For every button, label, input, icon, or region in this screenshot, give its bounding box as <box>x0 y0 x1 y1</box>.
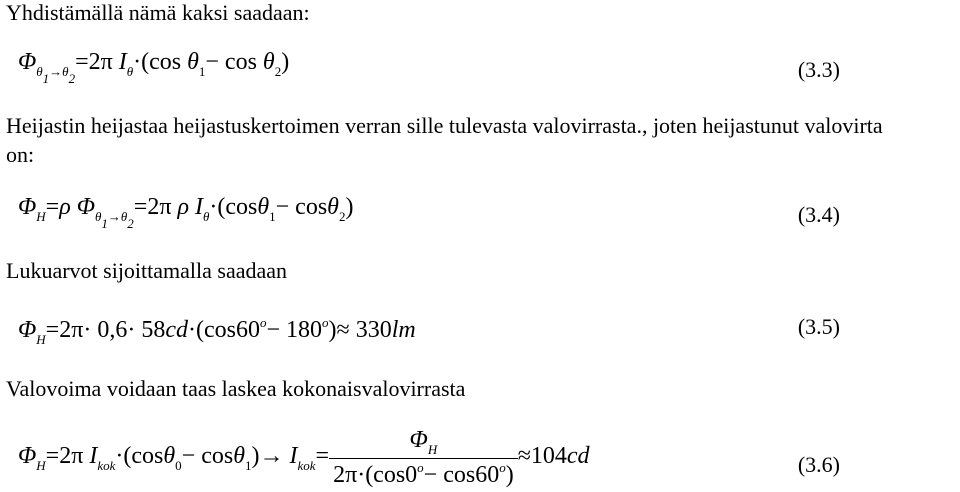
equation-number-3-5: (3.5) <box>797 314 840 339</box>
equation-3-6: $\Phi_H=2\pi$ $I_{kok}\cdot(\cos\theta_0- \cos\theta_1)\to I_{kok}=$ $\frac{\Phi_H}{2\pi\cdot(\cos 0^o- \cos 60^o)}$ ≈104cd <box>18 427 590 488</box>
equation-3-3: $\Phi_{\theta_1\to\theta_2}=2\pi$ $I_\theta\cdot(\cos$ $\theta_1- \cos \theta_2$) <box>18 49 290 86</box>
intro-text: Yhdistämällä nämä kaksi saadaan: <box>6 0 310 25</box>
equation-3-4: $\Phi_H=\rho$ $\Phi_{\theta_1\to\theta_2}=2\pi$ ρ $I_\theta\cdot(\cos\theta_1- \cos\theta_2)$ <box>18 194 354 231</box>
paragraph-reflector-line1: Heijastin heijastaa heijastuskertoimen verran sille tulevasta valovirrasta., joten heijastunut valovirta <box>6 113 883 138</box>
equation-number-3-3: (3.3) <box>797 57 840 82</box>
equation-3-5: $\Phi_H=2\pi\cdot 0,6\cdot 58cd\cdot(\cos 60^o- 180^o)\approx 330lm$ <box>18 315 416 347</box>
paragraph-luminous-intensity-text: Valovoima voidaan taas laskea kokonaisvalovirrasta <box>6 376 466 401</box>
equation-number-3-4: (3.4) <box>797 202 840 227</box>
equation-number-3-6: (3.6) <box>797 452 840 477</box>
paragraph-reflector-line2: on: <box>6 142 35 167</box>
paragraph-values-text: Lukuarvot sijoittamalla saadaan <box>6 258 288 283</box>
